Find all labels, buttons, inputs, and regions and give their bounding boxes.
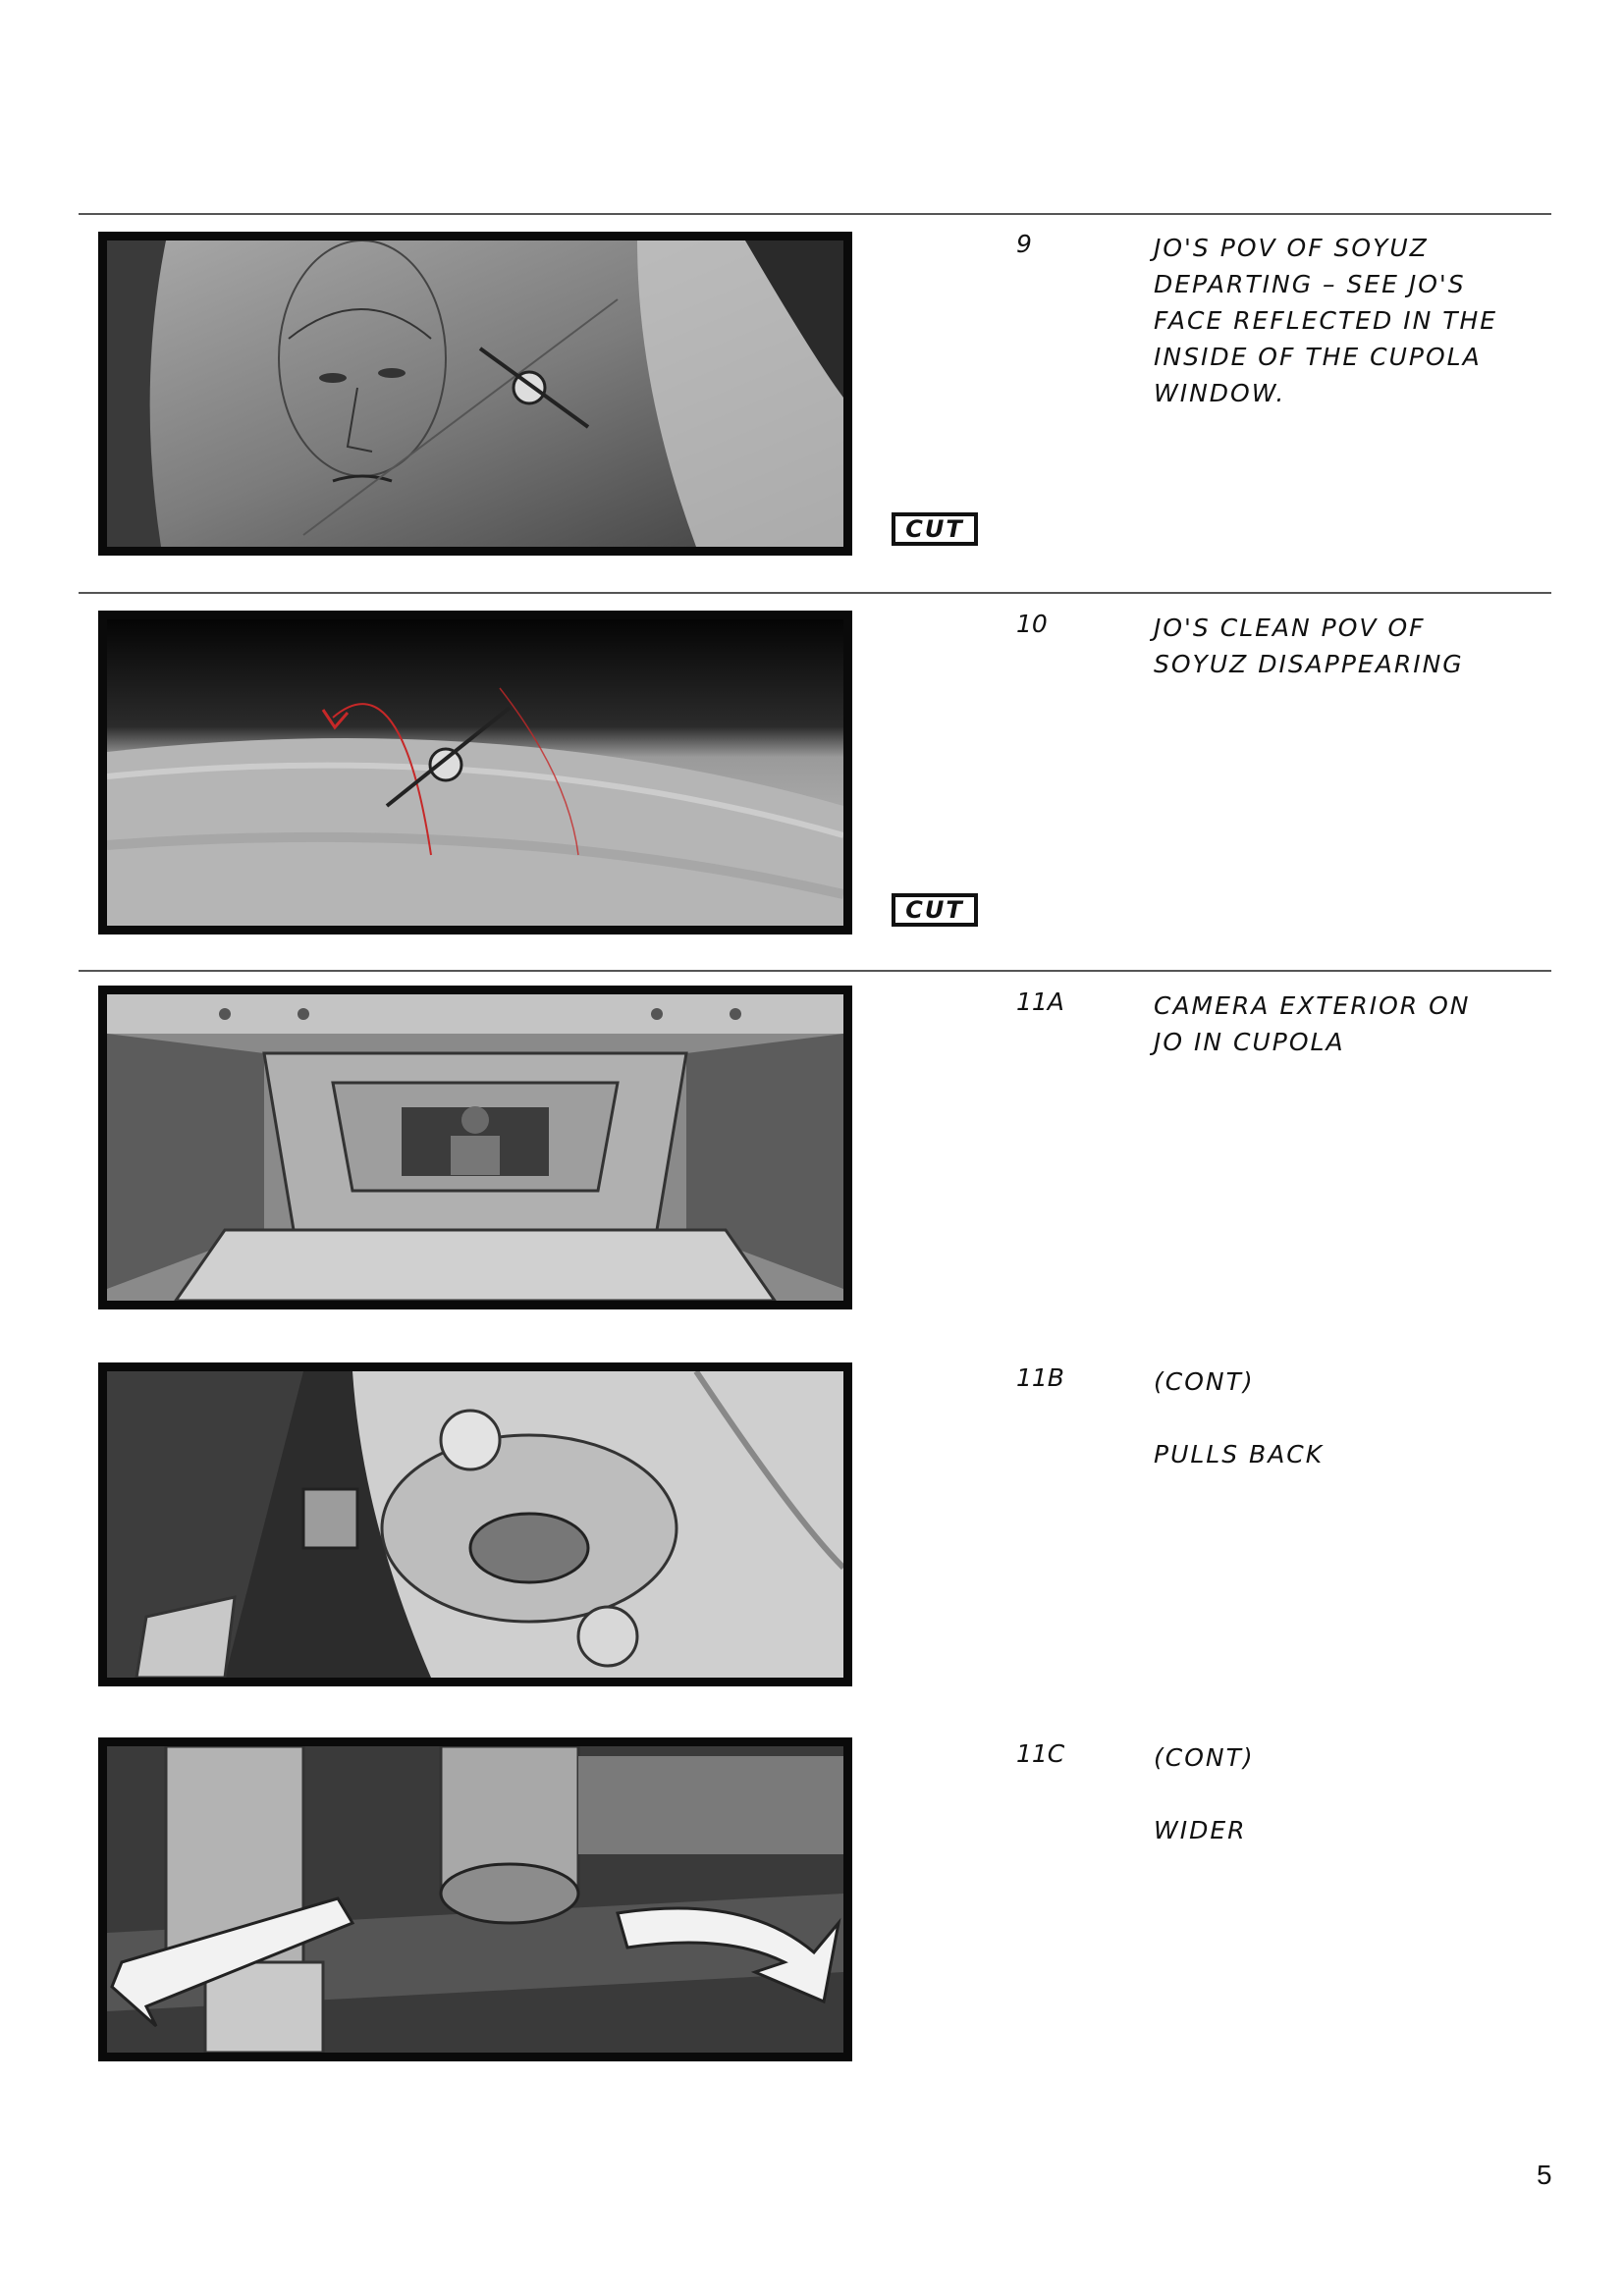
shot-number: 11B	[1016, 1363, 1064, 1392]
page-number: 5	[1537, 2160, 1552, 2190]
shot-number: 10	[1016, 610, 1048, 638]
shot-number: 11A	[1016, 988, 1064, 1016]
shot-number: 9	[1016, 230, 1032, 258]
sketch-station-wider	[107, 1746, 843, 2053]
shot-description: (CONT) PULLS BACK	[1154, 1367, 1325, 1468]
shot-description: (CONT) WIDER	[1154, 1743, 1255, 1844]
shot-number: 11C	[1016, 1739, 1065, 1768]
storyboard-panel-10	[98, 611, 852, 934]
sketch-soyuz-over-earth	[107, 619, 843, 926]
storyboard-panel-11c	[98, 1737, 852, 2061]
sketch-cupola-exterior	[107, 994, 843, 1301]
sketch-cupola-window-face	[107, 240, 843, 547]
section-divider	[79, 213, 1551, 215]
storyboard-panel-11a	[98, 986, 852, 1309]
shot-description: CAMERA EXTERIOR ON JO IN CUPOLA	[1154, 991, 1471, 1056]
cut-transition-label: CUT	[892, 893, 978, 927]
storyboard-panel-9	[98, 232, 852, 556]
shot-description: JO'S POV OF SOYUZ DEPARTING – SEE JO'S FACE REFLECTED IN THE INSIDE OF THE CUPOLA WINDOW.	[1154, 234, 1498, 407]
section-divider	[79, 970, 1551, 972]
cut-transition-label: CUT	[892, 512, 978, 546]
storyboard-panel-11b	[98, 1362, 852, 1686]
sketch-station-pullback	[107, 1371, 843, 1678]
section-divider	[79, 592, 1551, 594]
shot-description: JO'S CLEAN POV OF SOYUZ DISAPPEARING	[1154, 614, 1464, 678]
